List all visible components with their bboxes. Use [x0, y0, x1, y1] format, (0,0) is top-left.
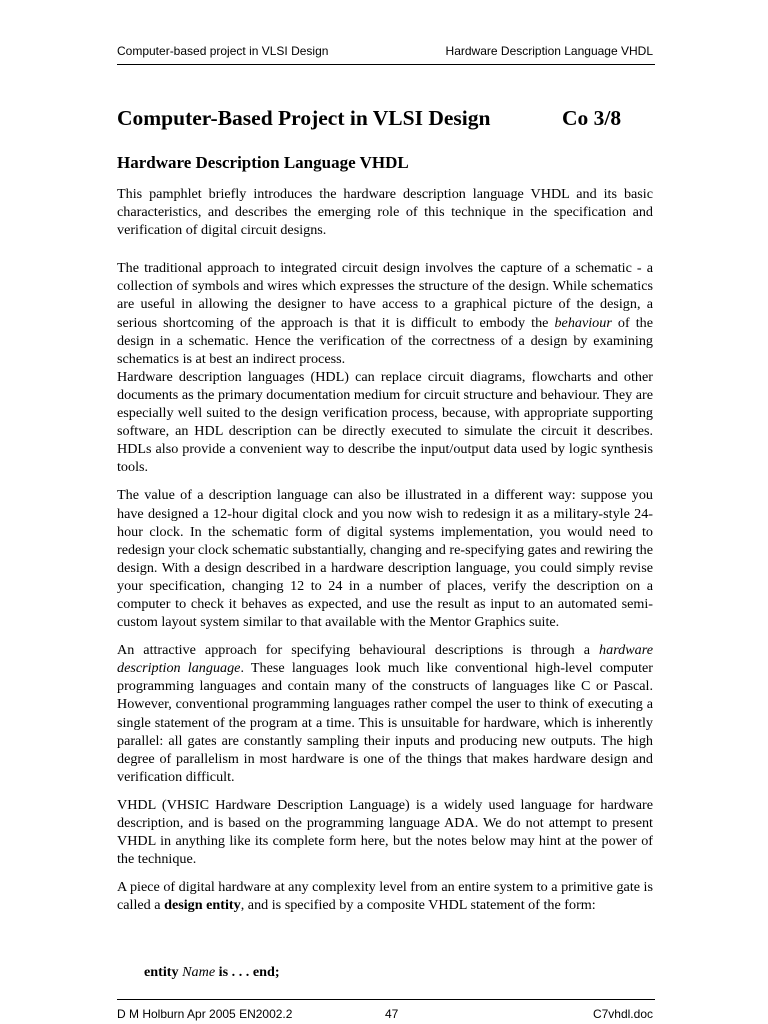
paragraph-behavioural	[117, 641, 653, 786]
p5-text-b: . These languages look much like conventional high-level computer programming languages and contain many of the constructs of languages like C or Pascal. However, conventional programming languages rather compel the user to think of executing a single statement of the program at a time. This is unsuitable for hardware, which is inherently parallel: all gates are constantly sampling their inputs and producing new outputs. The high degree of parallelism in most hardware is one of the things that makes hardware design and verification difficult.	[117, 660, 653, 785]
paragraph-design-entity	[117, 878, 653, 914]
p2-text-b: of the design in a schematic. Hence the verification of the correctness of a design by examining schematics is at best an indirect process.	[117, 314, 654, 367]
header-right-text: Hardware Description Language VHDL	[445, 44, 653, 58]
code-keyword-entity: entity	[144, 964, 179, 980]
code-example	[144, 963, 280, 981]
course-code: Co 3/8	[562, 106, 622, 130]
page-header	[117, 40, 655, 65]
paragraph-intro: This pamphlet briefly introduces the hardware description language VHDL and its basic characteristics, and describes the emerging role of this technique in the specification and verification of digital circuit designs.	[117, 186, 653, 239]
p5-text-a: An attractive approach for specifying behavioural descriptions is through a	[117, 642, 600, 659]
footer-page-number: 47	[385, 1007, 399, 1021]
page-footer	[117, 999, 655, 1024]
p5-emphasis: hardware description language	[117, 642, 653, 677]
section-heading: Hardware Description Language VHDL	[117, 153, 409, 172]
p7-text-a: A piece of digital hardware at any complexity level from an entire system to a primitive gate is called a	[117, 879, 653, 914]
paragraph-traditional-approach	[117, 259, 653, 368]
header-left-text: Computer-based project in VLSI Design	[117, 44, 329, 58]
p7-bold: design entity	[164, 897, 241, 914]
p2-text-a: The traditional approach to integrated circuit design involves the capture of a schematic - a collection of symbols and wires which expresses the structure of the design. While schematics are useful in allowing the designer to have access to a graphical picture of the design, a serious shortcoming of the approach is that it is difficult to embody the	[117, 260, 653, 331]
code-keyword-end: is . . . end;	[218, 964, 280, 980]
paragraph-vhdl: VHDL (VHSIC Hardware Description Language) is a widely used language for hardware description, and is based on the programming language ADA. We do not attempt to present VHDL in anything like its complete form here, but the notes below may hint at the power of the technique.	[117, 796, 653, 868]
body-text	[117, 185, 653, 924]
paragraph-hdl: Hardware description languages (HDL) can replace circuit diagrams, flowcharts and other documents as the primary documentation medium for circuit structure and behaviour. They are especially well suited to the design verification process, because, with appropriate supporting software, an HDL description can be directly executed to simulate the circuit it describes. HDLs also provide a convenient way to describe the input/output data used by logic synthesis tools.	[117, 368, 653, 476]
title-text: Computer-Based Project in VLSI Design	[117, 106, 491, 130]
code-name: Name	[182, 964, 216, 980]
p7-text-b: , and is specified by a composite VHDL statement of the form:	[240, 897, 596, 914]
p2-emphasis: behaviour	[554, 314, 612, 331]
footer-author: D M Holburn Apr 2005 EN2002.2	[117, 1007, 293, 1021]
footer-filename: C7vhdl.doc	[592, 1007, 653, 1021]
document-title	[117, 104, 655, 132]
paragraph-clock-example: The value of a description language can also be illustrated in a different way: suppose you have designed a 12-hour digital clock and you now wish to redesign it as a military-style 24-hour clock. In the schematic form of digital systems implementation, you would need to redesign your clock schematic substantially, changing and re-specifying gates and rewiring the design. With a design described in a hardware description language, you could simply revise your specification, changing 12 to 24 in a number of places, verify the description on a computer to check it behaves as expected, and use the result as input to an automated semi-custom layout system similar to that available with the Mentor Graphics suite.	[117, 487, 653, 631]
